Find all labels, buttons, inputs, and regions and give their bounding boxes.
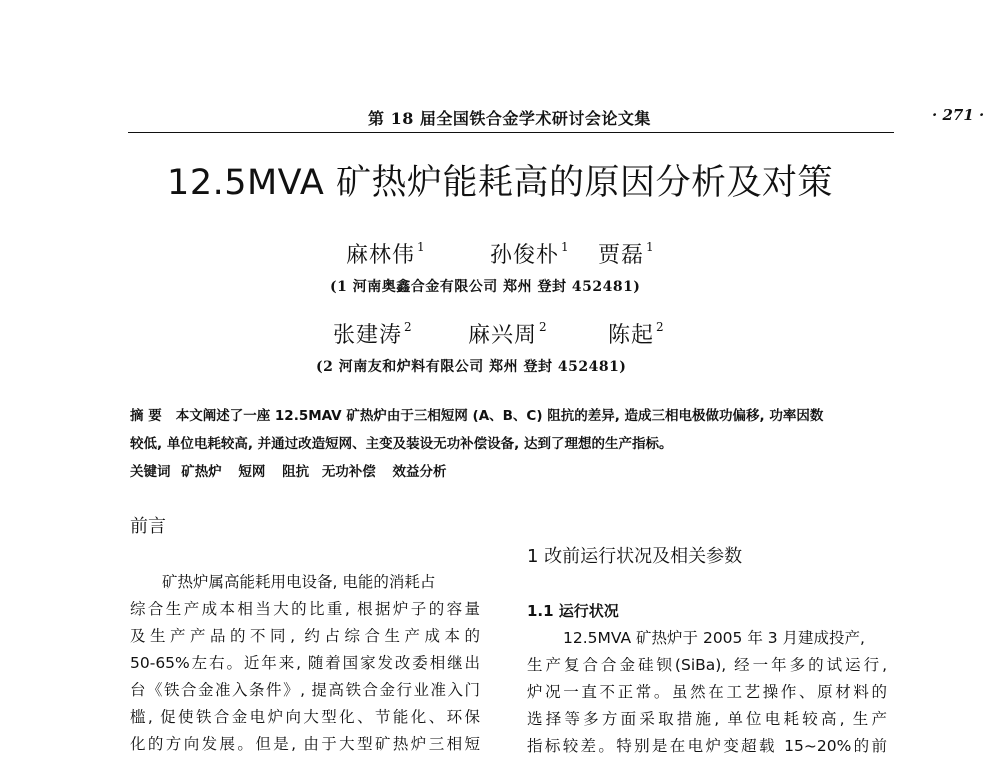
author-affil-mark: 2 (539, 320, 548, 334)
author-4 (333, 318, 413, 349)
author-name: 麻兴周 (468, 323, 538, 348)
abstract-line-1 (130, 404, 823, 424)
keywords-line (130, 460, 447, 480)
body-line: 化的方向发展。但是, 由于大型矿热炉三相短 (130, 735, 480, 753)
author-name: 张建涛 (333, 323, 403, 348)
author-affil-mark: 1 (561, 240, 570, 254)
author-3 (598, 238, 655, 269)
author-affil-mark: 1 (646, 240, 655, 254)
affiliation-2: (2 河南友和炉料有限公司 郑州 登封 452481) (316, 359, 627, 375)
author-affil-mark: 2 (404, 320, 413, 334)
keyword: 矿热炉 (181, 464, 222, 480)
author-affil-mark: 1 (417, 240, 426, 254)
body-line: 生产复合合金硅钡(SiBa), 经一年多的试运行, (527, 656, 887, 674)
author-name: 贾磊 (598, 243, 645, 268)
body-line: 矿热炉属高能耗用电设备, 电能的消耗占 (162, 573, 436, 591)
keyword: 无功补偿 (321, 464, 376, 480)
paper-title: 12.5MVA 矿热炉能耗高的原因分析及对策 (167, 163, 833, 203)
body-line: 12.5MVA 矿热炉于 2005 年 3 月建成投产, (563, 629, 865, 647)
author-1 (346, 238, 426, 269)
keywords-label: 关键词 (130, 464, 171, 480)
author-6 (608, 318, 665, 349)
body-line: 指标较差。特别是在电炉变超载 15~20%的前 (527, 737, 887, 755)
affiliation-1: (1 河南奥鑫合金有限公司 郑州 登封 452481) (330, 279, 641, 295)
author-name: 麻林伟 (346, 243, 416, 268)
body-line: 炉况一直不正常。虽然在工艺操作、原材料的 (527, 683, 887, 701)
abstract-label: 摘 要 (130, 408, 162, 424)
author-name: 陈起 (608, 323, 655, 348)
abstract-line-2: 较低, 单位电耗较高, 并通过改造短网、主变及装设无功补偿设备, 达到了理想的生产指标。 (130, 436, 673, 452)
body-line: 综合生产成本相当大的比重, 根据炉子的容量 (130, 600, 480, 618)
author-name: 孙俊朴 (490, 243, 560, 268)
keyword: 效益分析 (392, 464, 447, 480)
body-line: 槛, 促使铁合金电炉向大型化、节能化、环保 (130, 708, 480, 726)
body-line: 选择等多方面采取措施, 单位电耗较高, 生产 (527, 710, 887, 728)
author-2 (490, 238, 570, 269)
section-heading-preface: 前言 (130, 516, 166, 537)
abstract-text-1: 本文阐述了一座 12.5MAV 矿热炉由于三相短网 (A、B、C) 阻抗的差异, 造成三相电极做功偏移, 功率因数 (175, 408, 824, 424)
author-5 (468, 318, 548, 349)
subsection-heading-1-1: 1.1 运行状况 (527, 602, 619, 620)
running-header (128, 104, 985, 133)
body-line: 50-65%左右。近年来, 随着国家发改委相继出 (130, 654, 480, 672)
body-line: 台《铁合金准入条件》, 提高铁合金行业准入门 (130, 681, 480, 699)
body-line: 及生产产品的不同, 约占综合生产成本的 (130, 627, 480, 645)
journal-title: 第 18 届全国铁合金学术研讨会论文集 (368, 109, 651, 128)
page-number: · 271 · (932, 106, 985, 124)
keyword: 短网 (238, 464, 266, 480)
author-affil-mark: 2 (656, 320, 665, 334)
keyword: 阻抗 (282, 464, 310, 480)
section-heading-1: 1 改前运行状况及相关参数 (527, 546, 743, 567)
